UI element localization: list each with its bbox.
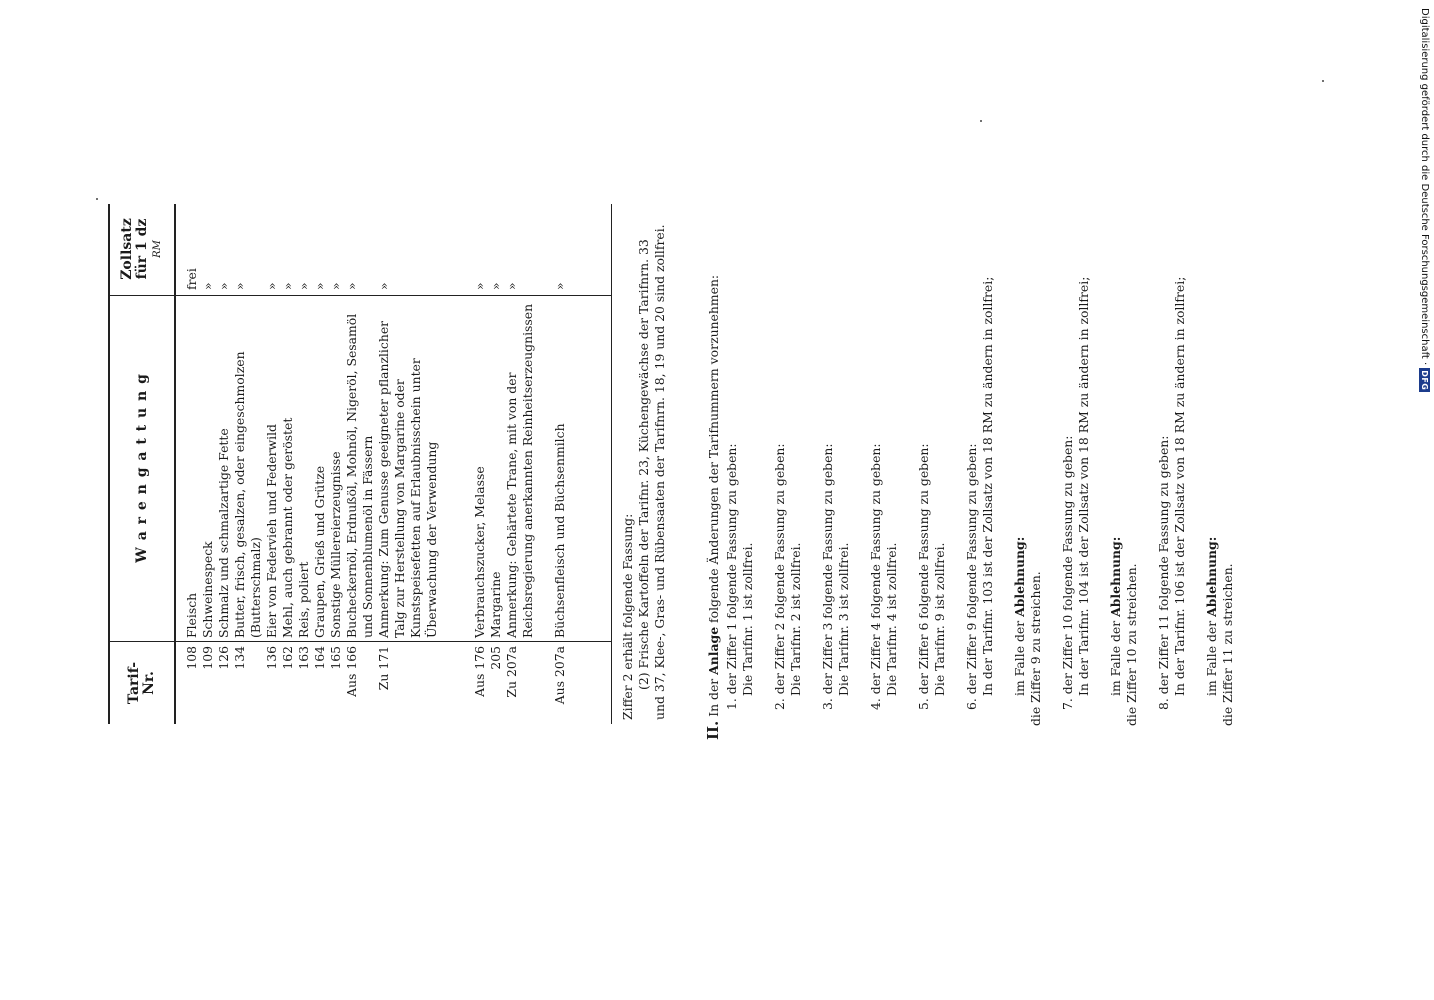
duty-rate: » [488,282,503,290]
section-ii-intro-post: folgende Änderungen der Tarifnummern vorzunehmen: [706,274,721,623]
section-ii [705,200,1236,740]
tariff-number: 165 [328,646,343,670]
amendment-new-wording: In der Tarifnr. 104 ist der Zollsatz von 18 RM zu ändern in zollfrei; [1076,276,1091,696]
amendment-instruction [916,200,932,740]
duty-rate: frei [184,268,199,290]
duty-rate: » [328,282,343,290]
duty-rate: » [504,282,519,290]
goods-description: Fleisch [184,592,199,638]
tariff-number: 164 [312,646,327,670]
section-ii-intro-bold: Anlage [706,626,721,675]
tariff-table [108,204,613,724]
note-ziffer-2-text: (2) Frische Kartoffeln der Tarifnr. 23, Küchengewächse der Tarifnrn. 33 und 37, Klee-, Gras- und Rübensaaten der Tarifnrn. 18, 19 und 20 sind zollfrei. [636,224,667,720]
amendment-number: 3. [820,698,835,710]
rejection-action: die Ziffer 11 zu streichen. [1220,563,1235,726]
header-warengattung: W a r e n g a t t u n g [133,373,150,563]
duty-rate: » [264,282,279,290]
table-header-rule [174,204,176,724]
amendment-instruction [772,200,788,740]
tariff-number: 126 [216,646,231,670]
duty-rate: » [312,282,327,290]
rejection-keyword: Ablehnung: [1204,536,1219,617]
section-ii-items [724,200,1236,740]
section-ii-intro [705,200,722,740]
amendment-instruction [724,200,740,740]
amendment-text: der Ziffer 4 folgende Fassung zu geben: [868,443,883,695]
dfg-logo: DFG [1420,370,1429,391]
amendment-text: der Ziffer 2 folgende Fassung zu geben: [772,443,787,695]
scan-speck [980,120,982,122]
amendment-item [1156,200,1236,740]
goods-description: Butter, frisch, gesalzen, oder eingeschmolzen (Butterschmalz) [232,351,263,638]
amendment-instruction [964,200,980,740]
tariff-number: Aus 207a [552,646,567,705]
amendment-item [868,200,900,740]
document-page [100,200,1340,740]
goods-description: Reis, poliert [296,561,311,638]
tariff-number: 136 [264,646,279,670]
duty-rate: » [552,282,567,290]
header-zollsatz [112,204,172,294]
amendment-text: der Ziffer 9 folgende Fassung zu geben: [964,443,979,695]
duty-rate: » [472,282,487,290]
goods-description: Bucheckernöl, Erdnußöl, Mohnöl, Nigeröl, Sesamöl und Sonnenblumenöl in Fässern [344,313,375,638]
amendment-item [1060,200,1140,740]
duty-rate: » [200,282,215,290]
rejection-clause [1012,200,1028,740]
tariff-number: 109 [200,646,215,670]
header-zollsatz-unit: RM [151,240,163,258]
rejection-clause [1108,200,1124,740]
goods-description: Büchsenfleisch und Büchsenmilch [552,423,567,638]
tariff-number: Zu 171 [376,646,391,691]
goods-description: Schmalz und schmalzartige Fette [216,428,231,638]
rejection-keyword: Ablehnung: [1108,536,1123,617]
amendment-number: 7. [1060,698,1075,710]
goods-description: Graupen, Grieß und Grütze [312,465,327,638]
rejection-action: die Ziffer 9 zu streichen. [1028,571,1043,726]
table-column-divider [108,641,612,642]
amendment-instruction [820,200,836,740]
tariff-number: Aus 176 [472,646,487,697]
amendment-instruction [1060,200,1076,740]
goods-description: Verbrauchszucker, Melasse [472,466,487,638]
amendment-text: der Ziffer 3 folgende Fassung zu geben: [820,443,835,695]
section-ii-intro-pre: In der [706,678,721,717]
amendment-text: der Ziffer 10 folgende Fassung zu geben: [1060,435,1075,695]
amendment-number: 1. [724,698,739,710]
table-notes [620,220,668,720]
section-ii-label: II. [704,720,722,740]
amendment-new-wording: Die Tarifnr. 1 ist zollfrei. [740,542,755,696]
amendment-new-wording: Die Tarifnr. 4 ist zollfrei. [884,542,899,696]
goods-description: Mehl, auch gebrannt oder geröstet [280,417,295,638]
rejection-action: die Ziffer 10 zu streichen. [1124,563,1139,726]
duty-rate: » [376,282,391,290]
amendment-new-wording: Die Tarifnr. 3 ist zollfrei. [836,542,851,696]
duty-rate: » [296,282,311,290]
tariff-number: 163 [296,646,311,670]
duty-rate: » [216,282,231,290]
table-bottom-rule [611,204,612,724]
amendment-text: der Ziffer 6 folgende Fassung zu geben: [916,443,931,695]
tariff-number: 108 [184,646,199,670]
amendment-new-wording: In der Tarifnr. 106 ist der Zollsatz von 18 RM zu ändern in zollfrei; [1172,276,1187,696]
rotated-page [100,200,1340,740]
tariff-number: Zu 207a [504,646,519,698]
rejection-pre: im Falle der [1012,620,1027,696]
amendment-new-wording: Die Tarifnr. 9 ist zollfrei. [932,542,947,696]
amendment-new-wording: Die Tarifnr. 2 ist zollfrei. [788,542,803,696]
rejection-keyword: Ablehnung: [1012,536,1027,617]
amendment-item [724,200,756,740]
amendment-instruction [1156,200,1172,740]
duty-rate: » [232,282,247,290]
amendment-number: 5. [916,698,931,710]
rejection-clause [1204,200,1220,740]
amendment-number: 8. [1156,698,1171,710]
amendment-number: 2. [772,698,787,710]
header-tarif-nr: Tarif- Nr. [126,661,157,705]
amendment-item [964,200,1044,740]
tariff-number: 205 [488,646,503,670]
tariff-number: 134 [232,646,247,670]
digitization-credit [1419,8,1430,392]
amendment-number: 4. [868,698,883,710]
tariff-number: Aus 166 [344,646,359,697]
note-ziffer-2: Ziffer 2 erhält folgende Fassung: [620,513,635,720]
amendment-instruction [868,200,884,740]
amendment-number: 6. [964,698,979,710]
rejection-pre: im Falle der [1204,620,1219,696]
duty-rate: » [280,282,295,290]
duty-rate: » [344,282,359,290]
tariff-number: 162 [280,646,295,670]
goods-description: Eier von Federvieh und Federwild [264,424,279,638]
goods-description: Anmerkung: Zum Genusse geeigneter pflanzlicher Talg zur Herstellung von Margarine oder Kunstspeisefetten auf Erlaubnisschein unter Überwachung der Verwendung [376,320,439,638]
scan-speck [1322,80,1324,82]
goods-description: Margarine [488,571,503,638]
table-column-divider [108,295,612,296]
scan-speck [96,198,98,200]
amendment-text: der Ziffer 1 folgende Fassung zu geben: [724,443,739,695]
amendment-text: der Ziffer 11 folgende Fassung zu geben: [1156,435,1171,695]
header-zollsatz-label: Zollsatz für 1 dz [118,218,150,280]
amendment-item [820,200,852,740]
goods-description: Schweinespeck [200,541,215,638]
goods-description: Anmerkung: Gehärtete Trane, mit von der Reichsregierung anerkannten Reinheitserzeugnissen [504,303,535,638]
credit-text: Digitalisierung gefördert durch die Deutsche Forschungsgemeinschaft · [1419,8,1430,366]
goods-description: Sonstige Müllereierzeugnisse [328,451,343,638]
amendment-item [916,200,948,740]
rejection-pre: im Falle der [1108,620,1123,696]
amendment-item [772,200,804,740]
amendment-new-wording: In der Tarifnr. 103 ist der Zollsatz von 18 RM zu ändern in zollfrei; [980,276,995,696]
table-top-rule [108,204,110,724]
